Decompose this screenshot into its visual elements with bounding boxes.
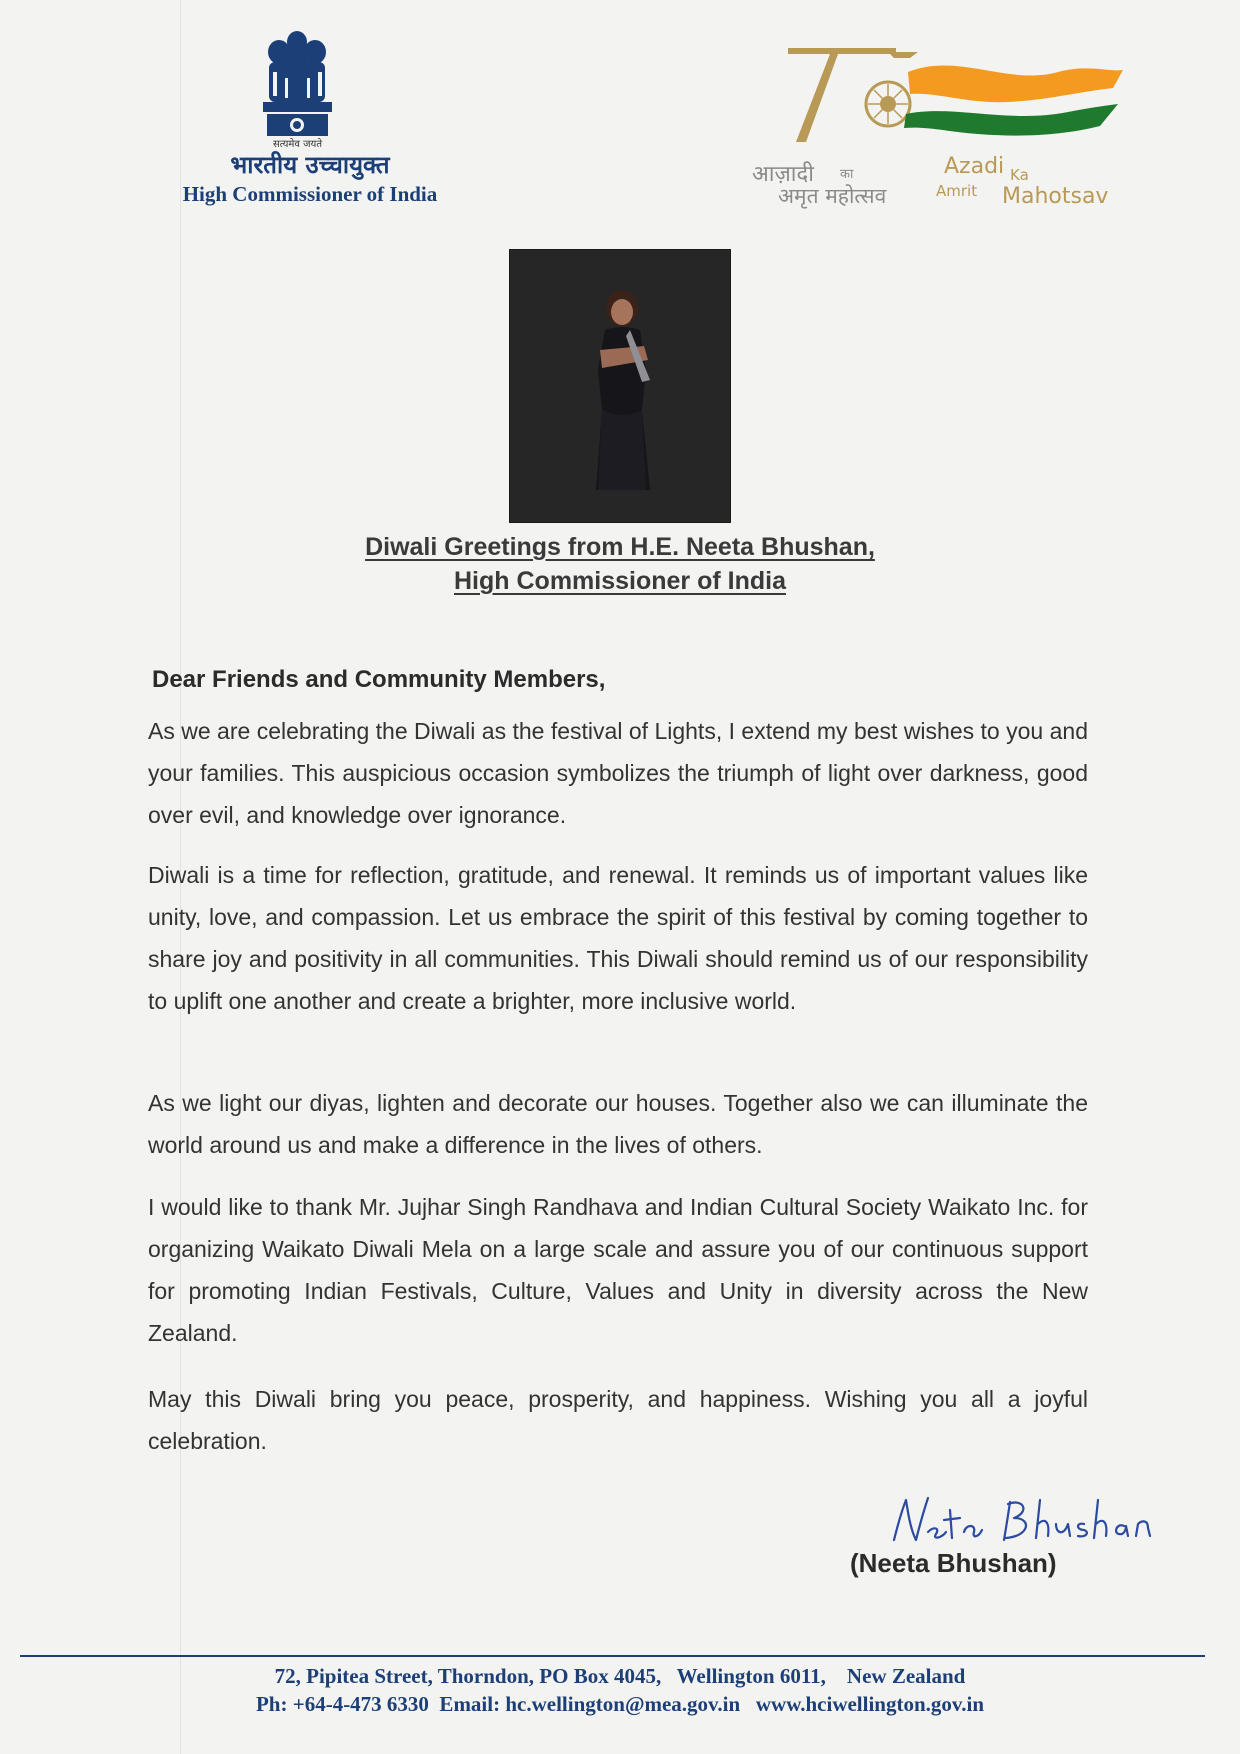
azadi-75-logo-icon	[778, 42, 1138, 152]
national-emblem-icon	[255, 28, 340, 150]
azadi-hindi-line1: आज़ादी	[752, 162, 814, 187]
office-title-english: High Commissioner of India	[182, 182, 438, 206]
letter-title	[260, 530, 980, 598]
paragraph-4: I would like to thank Mr. Jujhar Singh Randhava and Indian Cultural Society Waikato Inc. for organizing Waikato Diwali Mela on a large scale and assure you of our continuous support for promoting Indian Festivals, Culture, Values and Unity in diversity across the New Zealand.	[148, 1194, 1088, 1346]
azadi-english-amrit: Amrit	[936, 182, 978, 200]
footer-address: 72, Pipitea Street, Thorndon, PO Box 4045, Wellington 6011, New Zealand	[274, 1664, 966, 1688]
azadi-hindi-ka: का	[840, 167, 854, 182]
azadi-english-azadi: Azadi	[944, 154, 1005, 179]
footer-divider	[20, 1655, 1205, 1657]
office-title-hindi: भारतीय उच्चायुक्त	[230, 151, 390, 179]
paragraph-3: As we light our diyas, lighten and decorate our houses. Together also we can illuminate the world around us and make a difference in the lives of others.	[148, 1090, 1088, 1158]
azadi-hindi-line2: अमृत महोत्सव	[778, 184, 887, 208]
emblem-motto: सत्यमेव जयते	[272, 139, 323, 150]
letter-title-line1: Diwali Greetings from H.E. Neeta Bhushan,	[365, 533, 875, 561]
footer-contact: Ph: +64-4-473 6330 Email: hc.wellington@mea.gov.in www.hciwellington.gov.in	[255, 1692, 985, 1716]
portrait-photo	[510, 250, 730, 522]
paragraph-1: As we are celebrating the Diwali as the festival of Lights, I extend my best wishes to you and your families. This auspicious occasion symbolizes the triumph of light over darkness, good over evil, and knowledge over ignorance.	[148, 718, 1088, 828]
letter-title-line2: High Commissioner of India	[454, 567, 786, 595]
paragraph-2: Diwali is a time for reflection, gratitude, and renewal. It reminds us of important values like unity, love, and compassion. Let us embrace the spirit of this festival by coming together to share joy and positivity in all communities. This Diwali should remind us of our responsibility to uplift one another and create a brighter, more inclusive world.	[148, 862, 1088, 1014]
paragraph-5: May this Diwali bring you peace, prosperity, and happiness. Wishing you all a joyful celebration.	[148, 1386, 1088, 1454]
azadi-english-mahotsav: Mahotsav	[1002, 184, 1109, 209]
salutation: Dear Friends and Community Members,	[152, 666, 606, 693]
azadi-english-ka: Ka	[1010, 166, 1029, 184]
signatory-name: (Neeta Bhushan)	[850, 1548, 1057, 1578]
